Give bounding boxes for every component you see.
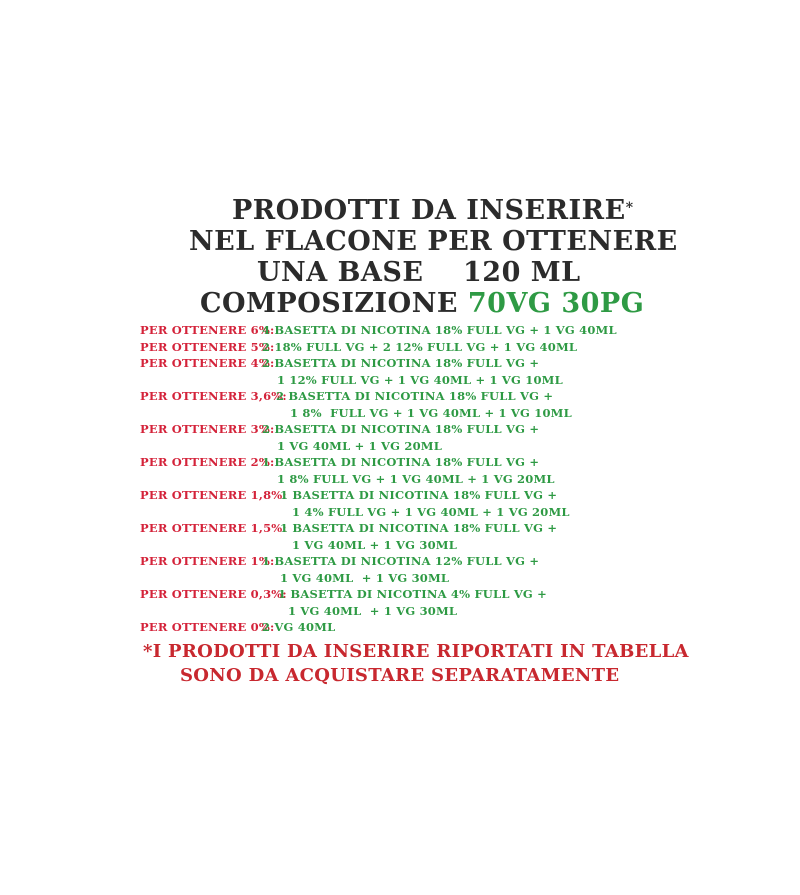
row-value-continuation: 1 8% FULL VG + 1 VG 40ML + 1 VG 10ML — [290, 405, 572, 420]
table-row — [0, 487, 800, 504]
row-value-continuation: 1 VG 40ML + 1 VG 30ML — [288, 603, 458, 618]
table-row — [0, 388, 800, 405]
table-row — [0, 586, 800, 603]
row-value-continuation: 1 VG 40ML + 1 VG 30ML — [280, 570, 450, 585]
composition-value: 70VG 30PG — [467, 288, 645, 319]
table-row-continuation — [0, 537, 800, 554]
row-value-continuation: 1 4% FULL VG + 1 VG 40ML + 1 VG 20ML — [292, 504, 570, 519]
row-value: 2 BASETTA DI NICOTINA 18% FULL VG + — [276, 389, 554, 403]
table-row-continuation — [0, 504, 800, 521]
row-label: PER OTTENERE 3,6%: — [140, 389, 287, 403]
row-value: 2 18% FULL VG + 2 12% FULL VG + 1 VG 40ML — [262, 339, 578, 354]
table-row — [0, 520, 800, 537]
footer-line-1: *I PRODOTTI DA INSERIRE RIPORTATI IN TABELLA — [143, 641, 689, 662]
composition-label: COMPOSIZIONE — [200, 288, 468, 319]
asterisk-mark: * — [625, 200, 634, 216]
row-label: PER OTTENERE 0%: — [140, 620, 275, 634]
row-label: PER OTTENERE 1%: — [140, 554, 275, 568]
row-value: 1 BASETTA DI NICOTINA 18% FULL VG + — [262, 455, 540, 469]
row-value: 1 BASETTA DI NICOTINA 4% FULL VG + — [278, 587, 547, 601]
row-value-continuation: 1 VG 40ML + 1 VG 20ML — [277, 438, 442, 453]
table-row-continuation — [0, 405, 800, 422]
row-label: PER OTTENERE 6%: — [140, 323, 275, 337]
row-value: 4 BASETTA DI NICOTINA 18% FULL VG + 1 VG 40ML — [262, 323, 617, 337]
table-row-continuation — [0, 471, 800, 488]
title-line-2: NEL FLACONE PER OTTENERE — [189, 226, 678, 257]
table-row — [0, 322, 800, 339]
row-label: PER OTTENERE 3%: — [140, 422, 275, 436]
row-label: PER OTTENERE 4%: — [140, 356, 275, 370]
table-row — [0, 553, 800, 570]
row-value: 2 VG 40ML — [262, 620, 336, 634]
row-value: 1 BASETTA DI NICOTINA 12% FULL VG + — [262, 554, 540, 568]
title-line-4 — [200, 288, 644, 319]
table-row — [0, 355, 800, 372]
title-line-1 — [232, 195, 634, 226]
row-value-continuation: 1 12% FULL VG + 1 VG 40ML + 1 VG 10ML — [277, 372, 563, 387]
recipe-table — [0, 322, 800, 636]
table-row-continuation — [0, 603, 800, 620]
table-row-continuation — [0, 372, 800, 389]
row-value: 2 BASETTA DI NICOTINA 18% FULL VG + — [262, 356, 540, 370]
row-value: 1 BASETTA DI NICOTINA 18% FULL VG + — [280, 488, 558, 502]
row-value-continuation: 1 8% FULL VG + 1 VG 40ML + 1 VG 20ML — [277, 471, 555, 486]
row-label: PER OTTENERE 0,3%: — [140, 587, 287, 601]
table-row — [0, 619, 800, 636]
footer-line-2: SONO DA ACQUISTARE SEPARATAMENTE — [180, 665, 620, 686]
title-line-1-text: PRODOTTI DA INSERIRE — [232, 195, 626, 226]
table-row — [0, 339, 800, 356]
table-row — [0, 421, 800, 438]
row-value: 2 BASETTA DI NICOTINA 18% FULL VG + — [262, 422, 540, 436]
row-label: PER OTTENERE 5%: — [140, 339, 275, 354]
row-label: PER OTTENERE 1,5%: — [140, 521, 287, 535]
row-value-continuation: 1 VG 40ML + 1 VG 30ML — [292, 537, 457, 552]
row-label: PER OTTENERE 2%: — [140, 455, 275, 469]
table-row-continuation — [0, 570, 800, 587]
row-value: 1 BASETTA DI NICOTINA 18% FULL VG + — [280, 521, 558, 535]
row-label: PER OTTENERE 1,8%: — [140, 488, 287, 502]
table-row-continuation — [0, 438, 800, 455]
table-row — [0, 454, 800, 471]
title-line-3: UNA BASE 120 ML — [257, 257, 581, 288]
